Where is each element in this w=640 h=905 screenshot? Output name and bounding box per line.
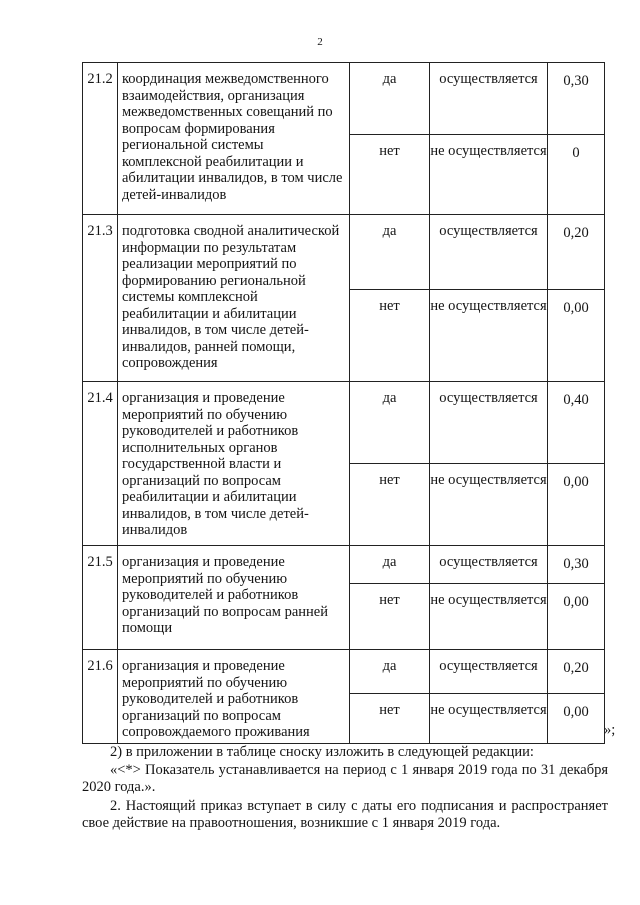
row-description: подготовка сводной аналитической информации по результатам реализации мероприятий по формированию региональной системы комплексной реабилитации и абилитации инвалидов, в том числе детей-инвалидов, ранней помощи, сопровождения [118,215,350,382]
table-row [83,650,605,694]
row-description: организация и проведение мероприятий по обучению руководителей и работников организаций по вопросам ранней помощи [118,546,350,650]
table-row [83,546,605,584]
score-yes: 0,20 [548,650,605,694]
row-description: организация и проведение мероприятий по обучению руководителей и работников исполнительных органов государственной власти и организаций по вопросам реабилитации и абилитации инвалидов, в том числе детей-инвалидов [118,382,350,546]
answer-yes: да [350,215,430,290]
table-row [83,215,605,290]
paragraph-footnote-intro: 2) в приложении в таблице сноску изложить в следующей редакции: [110,744,534,760]
answer-no: нет [350,694,430,744]
row-number: 21.4 [83,382,118,546]
answer-no: нет [350,584,430,650]
status-yes: осуществляется [430,382,548,464]
page-number: 2 [317,36,323,48]
answer-no: нет [350,290,430,382]
score-no: 0,00 [548,464,605,546]
answer-no: нет [350,135,430,215]
row-number: 21.2 [83,63,118,215]
status-no: не осуществляется [430,464,548,546]
answer-yes: да [350,650,430,694]
row-number: 21.6 [83,650,118,744]
score-no: 0 [548,135,605,215]
score-no: 0,00 [548,290,605,382]
status-yes: осуществляется [430,63,548,135]
status-yes: осуществляется [430,650,548,694]
table-row [83,382,605,464]
status-yes: осуществляется [430,546,548,584]
answer-yes: да [350,382,430,464]
score-yes: 0,40 [548,382,605,464]
answer-no: нет [350,464,430,546]
row-number: 21.3 [83,215,118,382]
row-description: организация и проведение мероприятий по обучению руководителей и работников организаций по вопросам сопровождаемого проживания [118,650,350,744]
score-no: 0,00 [548,694,605,744]
status-no: не осуществляется [430,584,548,650]
score-yes: 0,20 [548,215,605,290]
row-number: 21.5 [83,546,118,650]
status-no: не осуществляется [430,290,548,382]
answer-yes: да [350,63,430,135]
score-no: 0,00 [548,584,605,650]
table-row [83,63,605,135]
closing-quote: »; [604,722,616,738]
score-yes: 0,30 [548,546,605,584]
status-yes: осуществляется [430,215,548,290]
status-no: не осуществляется [430,135,548,215]
status-no: не осуществляется [430,694,548,744]
criteria-table [82,62,605,744]
row-description: координация межведомственного взаимодействия, организация межведомственных совещаний по вопросам формирования региональной системы комплексной реабилитации и абилитации инвалидов, в том числе детей-инвалидов [118,63,350,215]
paragraph-effective-date: 2. Настоящий приказ вступает в силу с даты его подписания и распространяет свое действие на правоотношения, возникшие с 1 января 2019 года. [82,798,608,831]
paragraph-footnote-text: «<*> Показатель устанавливается на период с 1 января 2019 года по 31 декабря 2020 года.». [82,762,608,795]
score-yes: 0,30 [548,63,605,135]
answer-yes: да [350,546,430,584]
